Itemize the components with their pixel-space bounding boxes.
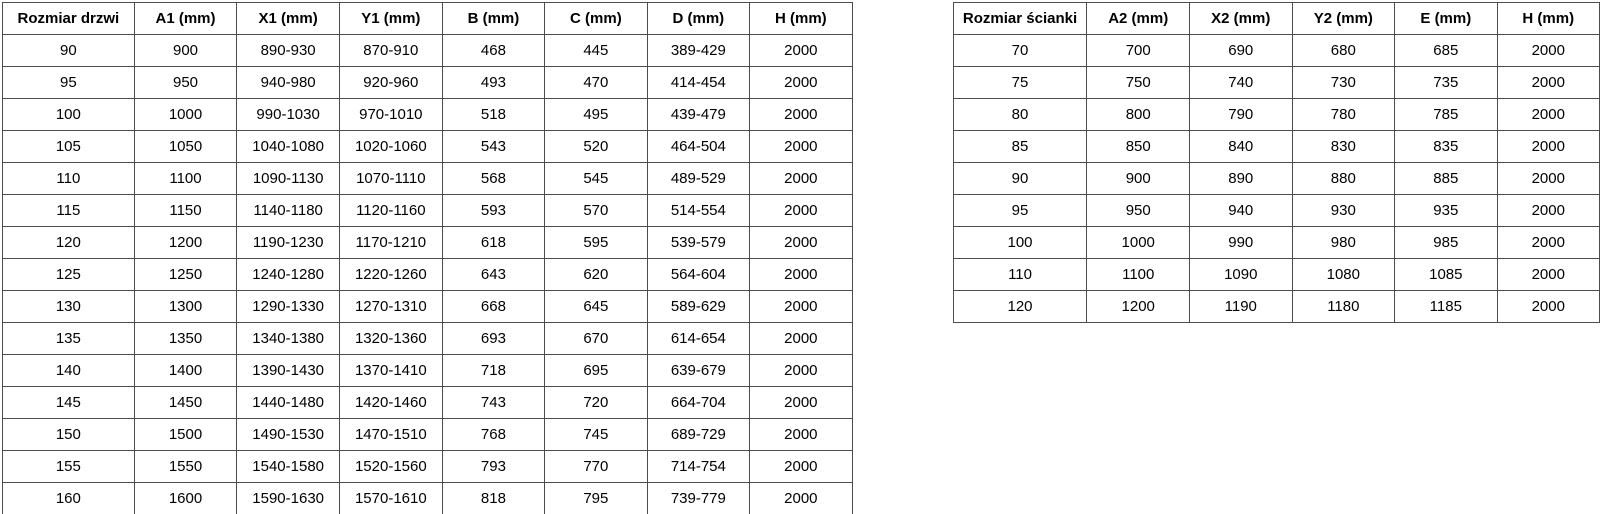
table-cell: 790	[1190, 99, 1293, 131]
table-cell: 468	[442, 35, 544, 67]
table-cell: 150	[3, 419, 135, 451]
table-cell: 100	[953, 227, 1087, 259]
table-cell: 439-479	[647, 99, 750, 131]
column-header: B (mm)	[442, 3, 544, 35]
column-header: Y2 (mm)	[1292, 3, 1395, 35]
table-cell: 670	[545, 323, 647, 355]
table-row	[3, 483, 853, 514]
table-cell: 545	[545, 163, 647, 195]
table-cell: 130	[3, 291, 135, 323]
table-cell: 739-779	[647, 483, 750, 514]
table-cell: 1550	[134, 451, 237, 483]
table-cell: 1270-1310	[339, 291, 442, 323]
table-cell: 125	[3, 259, 135, 291]
table-cell: 115	[3, 195, 135, 227]
table-cell: 768	[442, 419, 544, 451]
table-cell: 155	[3, 451, 135, 483]
table-cell: 1490-1530	[237, 419, 340, 451]
table-cell: 990-1030	[237, 99, 340, 131]
table-cell: 70	[953, 35, 1087, 67]
table-cell: 120	[953, 291, 1087, 323]
table-cell: 680	[1292, 35, 1395, 67]
table-cell: 1070-1110	[339, 163, 442, 195]
table-cell: 743	[442, 387, 544, 419]
table-row	[953, 195, 1599, 227]
table-cell: 1440-1480	[237, 387, 340, 419]
table-cell: 718	[442, 355, 544, 387]
table-cell: 950	[1087, 195, 1190, 227]
column-header: H (mm)	[750, 3, 853, 35]
table-cell: 1340-1380	[237, 323, 340, 355]
table-cell: 595	[545, 227, 647, 259]
table-cell: 2000	[1497, 131, 1599, 163]
table-cell: 990	[1190, 227, 1293, 259]
table-cell: 2000	[750, 35, 853, 67]
table-cell: 589-629	[647, 291, 750, 323]
table-cell: 1080	[1292, 259, 1395, 291]
table-cell: 950	[134, 67, 237, 99]
column-header: Rozmiar ścianki	[953, 3, 1087, 35]
table-cell: 745	[545, 419, 647, 451]
wall-size-table	[953, 2, 1600, 323]
table-cell: 160	[3, 483, 135, 514]
table-cell: 75	[953, 67, 1087, 99]
table-cell: 1185	[1395, 291, 1497, 323]
table-row	[953, 67, 1599, 99]
table-cell: 880	[1292, 163, 1395, 195]
table-cell: 1370-1410	[339, 355, 442, 387]
column-header: H (mm)	[1497, 3, 1599, 35]
table-cell: 818	[442, 483, 544, 514]
table-row	[953, 227, 1599, 259]
table-cell: 2000	[750, 291, 853, 323]
table-cell: 700	[1087, 35, 1190, 67]
table-row	[3, 451, 853, 483]
table-cell: 1300	[134, 291, 237, 323]
table-row	[3, 355, 853, 387]
table-cell: 2000	[750, 483, 853, 514]
table-cell: 1470-1510	[339, 419, 442, 451]
table-cell: 1220-1260	[339, 259, 442, 291]
table-cell: 730	[1292, 67, 1395, 99]
table-cell: 1250	[134, 259, 237, 291]
table-cell: 593	[442, 195, 544, 227]
table-cell: 90	[953, 163, 1087, 195]
table-cell: 2000	[1497, 259, 1599, 291]
table-cell: 840	[1190, 131, 1293, 163]
table-cell: 1150	[134, 195, 237, 227]
table-cell: 2000	[1497, 195, 1599, 227]
table-cell: 2000	[1497, 67, 1599, 99]
table-cell: 690	[1190, 35, 1293, 67]
table-cell: 780	[1292, 99, 1395, 131]
table-cell: 1050	[134, 131, 237, 163]
table-cell: 1140-1180	[237, 195, 340, 227]
table-cell: 935	[1395, 195, 1497, 227]
table-cell: 2000	[1497, 35, 1599, 67]
table-cell: 1180	[1292, 291, 1395, 323]
table-cell: 495	[545, 99, 647, 131]
table-cell: 1290-1330	[237, 291, 340, 323]
table-cell: 920-960	[339, 67, 442, 99]
table-cell: 750	[1087, 67, 1190, 99]
table-cell: 980	[1292, 227, 1395, 259]
table-row	[3, 387, 853, 419]
table-cell: 740	[1190, 67, 1293, 99]
table-cell: 1450	[134, 387, 237, 419]
table-cell: 970-1010	[339, 99, 442, 131]
table-row	[3, 163, 853, 195]
table-cell: 140	[3, 355, 135, 387]
header-row	[953, 3, 1599, 35]
table-cell: 85	[953, 131, 1087, 163]
table-cell: 689-729	[647, 419, 750, 451]
table-cell: 835	[1395, 131, 1497, 163]
table-cell: 900	[134, 35, 237, 67]
table-cell: 100	[3, 99, 135, 131]
table-cell: 520	[545, 131, 647, 163]
table-cell: 2000	[750, 323, 853, 355]
table-row	[953, 131, 1599, 163]
table-cell: 110	[3, 163, 135, 195]
table-cell: 1240-1280	[237, 259, 340, 291]
table-cell: 1200	[1087, 291, 1190, 323]
table-cell: 620	[545, 259, 647, 291]
table-cell: 105	[3, 131, 135, 163]
table-cell: 1000	[1087, 227, 1190, 259]
table-cell: 135	[3, 323, 135, 355]
table-cell: 985	[1395, 227, 1497, 259]
table-cell: 464-504	[647, 131, 750, 163]
table-cell: 1120-1160	[339, 195, 442, 227]
table-cell: 1590-1630	[237, 483, 340, 514]
table-cell: 1350	[134, 323, 237, 355]
column-header: Y1 (mm)	[339, 3, 442, 35]
table-cell: 785	[1395, 99, 1497, 131]
table-cell: 1200	[134, 227, 237, 259]
table-cell: 614-654	[647, 323, 750, 355]
table-cell: 2000	[750, 163, 853, 195]
table-row	[3, 323, 853, 355]
table-cell: 695	[545, 355, 647, 387]
wall-table-header-row	[953, 3, 1599, 35]
table-cell: 1420-1460	[339, 387, 442, 419]
table-cell: 850	[1087, 131, 1190, 163]
table-cell: 539-579	[647, 227, 750, 259]
table-cell: 735	[1395, 67, 1497, 99]
table-cell: 445	[545, 35, 647, 67]
table-cell: 1020-1060	[339, 131, 442, 163]
table-row	[3, 419, 853, 451]
column-header: Rozmiar drzwi	[3, 3, 135, 35]
table-cell: 489-529	[647, 163, 750, 195]
table-cell: 618	[442, 227, 544, 259]
table-cell: 693	[442, 323, 544, 355]
column-header: D (mm)	[647, 3, 750, 35]
table-cell: 1600	[134, 483, 237, 514]
table-cell: 414-454	[647, 67, 750, 99]
table-cell: 870-910	[339, 35, 442, 67]
column-header: X1 (mm)	[237, 3, 340, 35]
table-row	[953, 163, 1599, 195]
table-cell: 2000	[750, 227, 853, 259]
table-cell: 639-679	[647, 355, 750, 387]
door-size-table	[2, 2, 853, 514]
table-cell: 564-604	[647, 259, 750, 291]
table-cell: 543	[442, 131, 544, 163]
table-cell: 800	[1087, 99, 1190, 131]
table-cell: 940	[1190, 195, 1293, 227]
table-cell: 2000	[750, 67, 853, 99]
table-cell: 1190-1230	[237, 227, 340, 259]
table-cell: 1540-1580	[237, 451, 340, 483]
table-cell: 2000	[750, 419, 853, 451]
table-cell: 890-930	[237, 35, 340, 67]
table-cell: 1100	[1087, 259, 1190, 291]
table-cell: 2000	[750, 451, 853, 483]
table-cell: 145	[3, 387, 135, 419]
table-row	[953, 99, 1599, 131]
table-cell: 714-754	[647, 451, 750, 483]
table-cell: 1090	[1190, 259, 1293, 291]
table-cell: 95	[953, 195, 1087, 227]
table-row	[953, 35, 1599, 67]
column-header: C (mm)	[545, 3, 647, 35]
table-row	[953, 291, 1599, 323]
table-cell: 795	[545, 483, 647, 514]
table-cell: 493	[442, 67, 544, 99]
table-cell: 2000	[1497, 291, 1599, 323]
table-row	[3, 291, 853, 323]
table-cell: 900	[1087, 163, 1190, 195]
column-header: E (mm)	[1395, 3, 1497, 35]
table-cell: 1570-1610	[339, 483, 442, 514]
table-cell: 389-429	[647, 35, 750, 67]
table-cell: 645	[545, 291, 647, 323]
table-cell: 2000	[750, 387, 853, 419]
table-row	[3, 227, 853, 259]
table-cell: 2000	[1497, 163, 1599, 195]
table-row	[3, 131, 853, 163]
table-cell: 514-554	[647, 195, 750, 227]
header-row	[3, 3, 853, 35]
table-cell: 930	[1292, 195, 1395, 227]
table-cell: 2000	[750, 259, 853, 291]
table-cell: 940-980	[237, 67, 340, 99]
table-cell: 80	[953, 99, 1087, 131]
door-table-body	[3, 35, 853, 514]
column-header: A1 (mm)	[134, 3, 237, 35]
table-cell: 518	[442, 99, 544, 131]
table-cell: 1520-1560	[339, 451, 442, 483]
table-row	[3, 35, 853, 67]
table-cell: 770	[545, 451, 647, 483]
column-header: X2 (mm)	[1190, 3, 1293, 35]
table-cell: 2000	[750, 355, 853, 387]
table-cell: 95	[3, 67, 135, 99]
table-row	[3, 99, 853, 131]
door-table-header-row	[3, 3, 853, 35]
column-header: A2 (mm)	[1087, 3, 1190, 35]
table-cell: 1085	[1395, 259, 1497, 291]
table-cell: 664-704	[647, 387, 750, 419]
table-cell: 720	[545, 387, 647, 419]
table-cell: 110	[953, 259, 1087, 291]
table-cell: 90	[3, 35, 135, 67]
table-cell: 2000	[750, 195, 853, 227]
table-row	[3, 67, 853, 99]
table-cell: 2000	[750, 131, 853, 163]
table-cell: 2000	[1497, 227, 1599, 259]
wall-table-body	[953, 35, 1599, 323]
table-cell: 793	[442, 451, 544, 483]
table-cell: 668	[442, 291, 544, 323]
table-row	[3, 259, 853, 291]
table-cell: 2000	[1497, 99, 1599, 131]
table-cell: 1170-1210	[339, 227, 442, 259]
table-cell: 1500	[134, 419, 237, 451]
table-cell: 2000	[750, 99, 853, 131]
table-cell: 1040-1080	[237, 131, 340, 163]
table-row	[953, 259, 1599, 291]
table-cell: 1390-1430	[237, 355, 340, 387]
table-cell: 830	[1292, 131, 1395, 163]
table-cell: 685	[1395, 35, 1497, 67]
table-cell: 1000	[134, 99, 237, 131]
table-cell: 568	[442, 163, 544, 195]
table-cell: 1100	[134, 163, 237, 195]
table-cell: 470	[545, 67, 647, 99]
table-cell: 570	[545, 195, 647, 227]
table-cell: 1190	[1190, 291, 1293, 323]
table-cell: 1090-1130	[237, 163, 340, 195]
table-cell: 643	[442, 259, 544, 291]
table-cell: 890	[1190, 163, 1293, 195]
table-cell: 1320-1360	[339, 323, 442, 355]
table-cell: 120	[3, 227, 135, 259]
table-row	[3, 195, 853, 227]
table-cell: 885	[1395, 163, 1497, 195]
table-cell: 1400	[134, 355, 237, 387]
